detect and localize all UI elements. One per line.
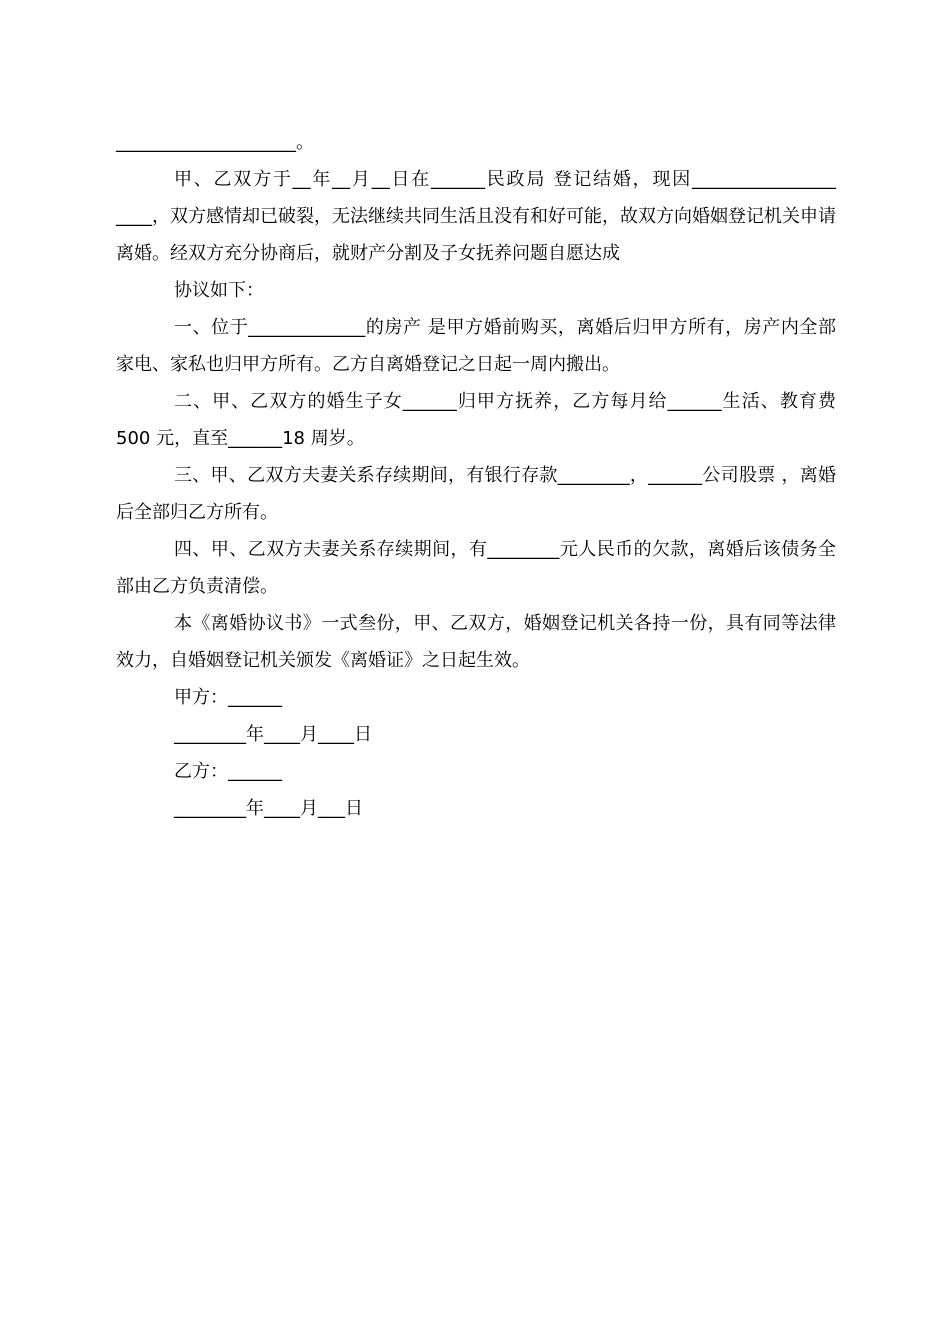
signature-party-a: 甲方：______ xyxy=(174,687,282,708)
paragraph-effectiveness: 本《离婚协议书》一式叁份，甲、乙双方，婚姻登记机关各持一份，具有同等法律效力，自婚姻登记机关颁发《离婚证》之日起生效。 xyxy=(116,613,836,671)
clause-property: 一、位于_____________的房产 是甲方婚前购买，离婚后归甲方所有，房产内全部家电、家私也归甲方所有。乙方自离婚登记之日起一周内搬出。 xyxy=(116,317,836,375)
signature-date-a: ________年____月____日 xyxy=(174,724,372,745)
paragraph-marriage-info: 甲、乙双方于__年__月__日在______民政局 登记结婚，现因________________ ____，双方感情却已破裂，无法继续共同生活且没有和好可能，故双方向婚姻登记机关申请离婚。经双方充分协商后，就财产分割及子女抚养问题自愿达成 xyxy=(116,169,836,264)
signature-party-b: 乙方：______ xyxy=(174,761,282,782)
clause-child-custody: 二、甲、乙双方的婚生子女______归甲方抚养，乙方每月给______生活、教育费 500 元，直至______18 周岁。 xyxy=(116,391,836,449)
clause-savings-stocks: 三、甲、乙双方夫妻关系存续期间，有银行存款________，______公司股票 ，离婚后全部归乙方所有。 xyxy=(116,465,836,523)
paragraph-agreement-intro: 协议如下： xyxy=(174,280,264,301)
signature-date-b: ________年____月___日 xyxy=(174,798,363,819)
document-body xyxy=(116,124,836,827)
blank-line: ____________________。 xyxy=(116,132,314,153)
clause-debt: 四、甲、乙双方夫妻关系存续期间，有________元人民币的欠款，离婚后该债务全部由乙方负责清偿。 xyxy=(116,539,836,597)
